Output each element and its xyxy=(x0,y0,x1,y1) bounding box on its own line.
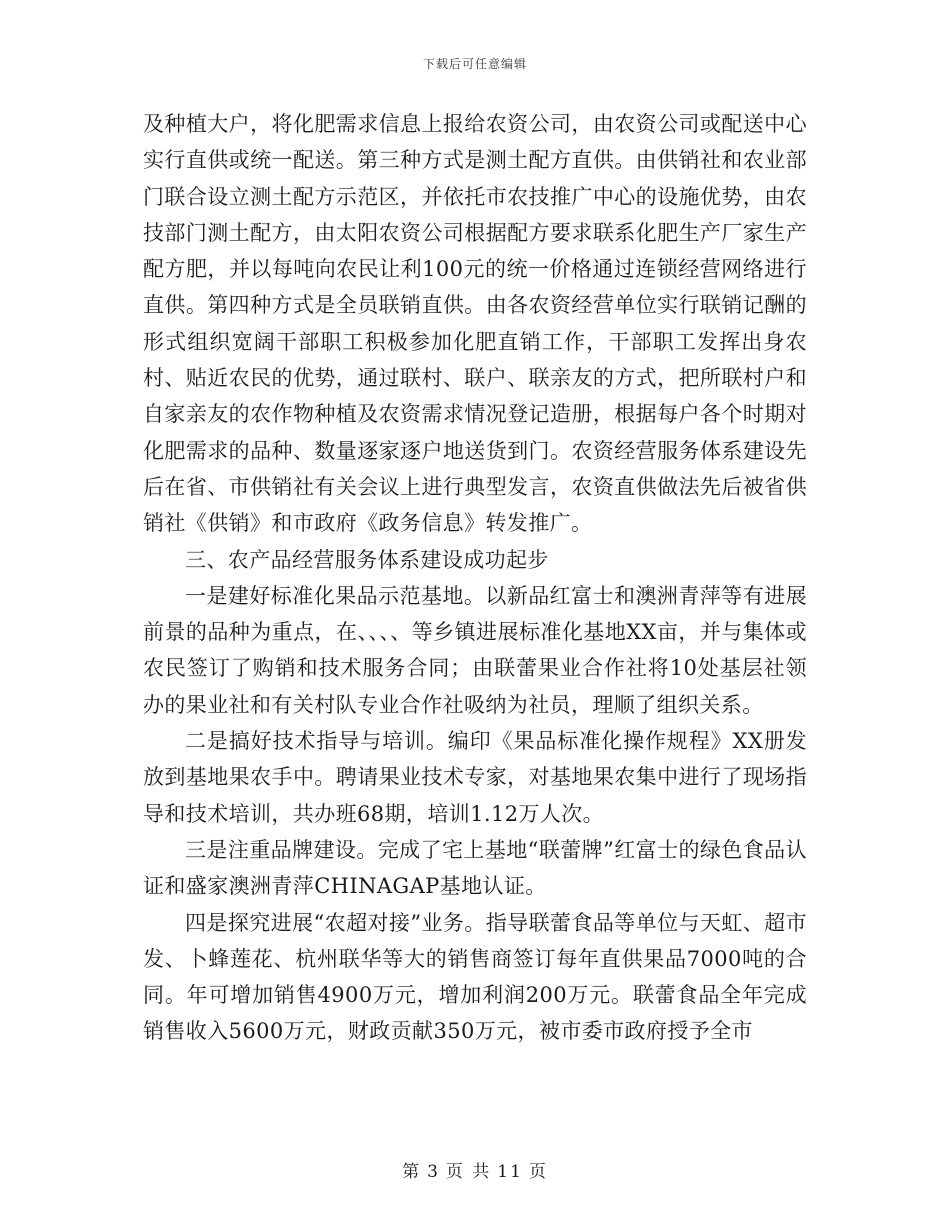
footer-middle: 页 共 xyxy=(445,1162,492,1182)
paragraph-continued: 及种植大户，将化肥需求信息上报给农资公司，由农资公司或配送中心实行直供或统一配送。第三种方式是测土配方直供。由供销社和农业部门联合设立测土配方示范区，并依托市农技推广中心的设施优势，由农技部门测土配方，由太阳农资公司根据配方要求联系化肥生产厂家生产配方肥，并以每吨向农民让利100元的统一价格通过连锁经营网络进行直供。第四种方式是全员联销直供。由各农资经营单位实行联销记酬的形式组织宽阔干部职工积极参加化肥直销工作，干部职工发挥出身农村、贴近农民的优势，通过联村、联户、联亲友的方式，把所联村户和自家亲友的农作物种植及农资需求情况登记造册，根据每户各个时期对化肥需求的品种、数量逐家逐户地送货到门。农资经营服务体系建设先后在省、市供销社有关会议上进行典型发言，农资直供做法先后被省供销社《供销》和市政府《政务信息》转发推广。 xyxy=(143,112,807,536)
footer-current-page: 3 xyxy=(427,1162,440,1182)
section-heading-3: 三、农产品经营服务体系建设成功起步 xyxy=(185,547,549,572)
page-header-note: 下载后可任意编辑 xyxy=(422,57,527,71)
page-footer xyxy=(0,1157,950,1182)
paragraph-farm-supermarket: 四是探究进展“农超对接”业务。指导联蕾食品等单位与天虹、超市发、卜蜂莲花、杭州联华等大的销售商签订每年直供果品7000吨的合同。年可增加销售4900万元，增加利润200万元。联蕾食品全年完成销售收入5600万元，财政贡献350万元，被市委市政府授予全市 xyxy=(143,910,807,1044)
footer-prefix: 第 xyxy=(402,1162,422,1182)
footer-total-pages: 11 xyxy=(497,1162,523,1182)
document-body xyxy=(143,106,807,1050)
paragraph-training: 二是搞好技术指导与培训。编印《果品标准化操作规程》XX册发放到基地果农手中。聘请果业技术专家，对基地果农集中进行了现场指导和技术培训，共办班68期，培训1.12万人次。 xyxy=(143,729,807,826)
paragraph-brand: 三是注重品牌建设。完成了宅上基地“联蕾牌”红富士的绿色食品认证和盛家澳洲青萍CHINAGAP基地认证。 xyxy=(143,837,807,899)
footer-suffix: 页 xyxy=(528,1162,548,1182)
paragraph-demo-base: 一是建好标准化果品示范基地。以新品红富士和澳洲青萍等有进展前景的品种为重点，在、、、、等乡镇进展标准化基地XX亩，并与集体或农民签订了购销和技术服务合同；由联蕾果业合作社将10处基层社领办的果业社和有关村队专业合作社吸纳为社员，理顺了组织关系。 xyxy=(143,583,807,717)
